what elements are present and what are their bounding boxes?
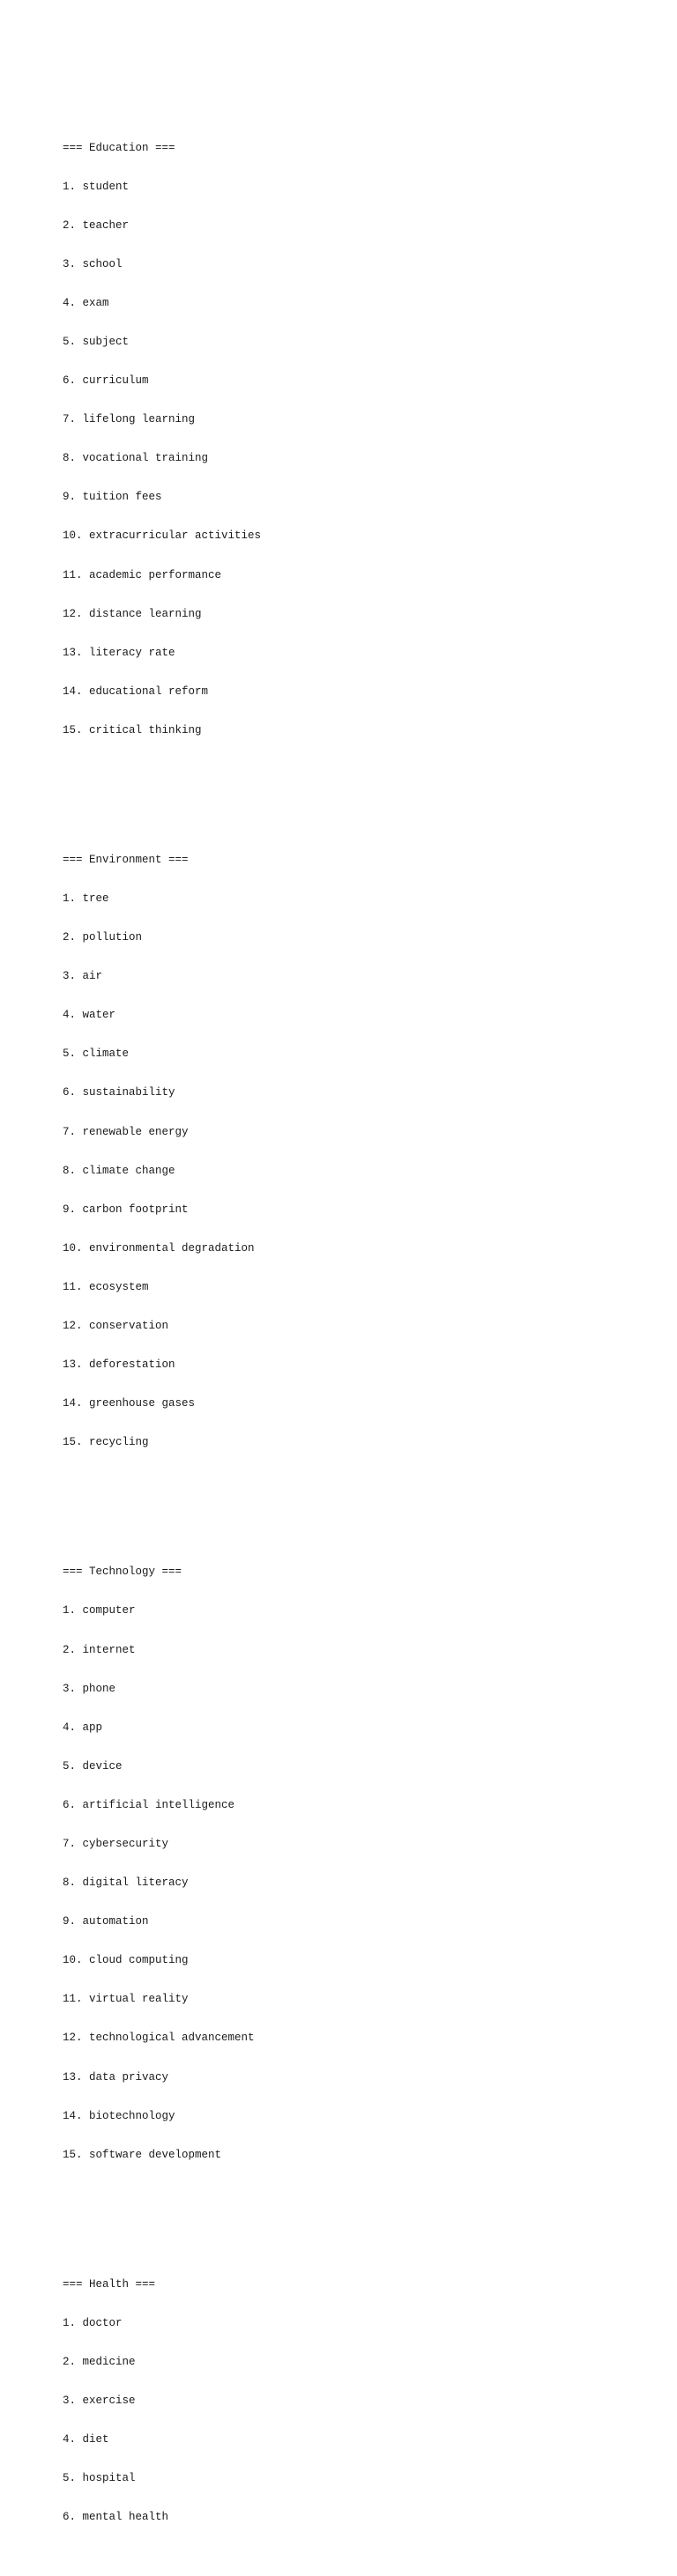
- list-item: 10. environmental degradation: [63, 1241, 255, 1255]
- list-item: 8. digital literacy: [63, 1876, 189, 1890]
- list-item: 5. climate: [63, 1047, 130, 1061]
- list-item: 7. renewable energy: [63, 1125, 189, 1138]
- list-item: 14. educational reform: [63, 685, 209, 698]
- list-item: 1. doctor: [63, 2316, 123, 2329]
- list-item: 15. software development: [63, 2148, 222, 2161]
- section-heading: === Education ===: [63, 141, 175, 154]
- list-item: 10. extracurricular activities: [63, 529, 262, 543]
- list-item: 3. phone: [63, 1682, 116, 1695]
- list-item: 7. lifelong learning: [63, 413, 196, 426]
- list-item: 7. cybersecurity: [63, 1837, 169, 1850]
- list-item: 8. vocational training: [63, 452, 209, 465]
- list-item: 6. curriculum: [63, 374, 149, 388]
- list-item: 13. data privacy: [63, 2070, 169, 2084]
- list-item: 4. app: [63, 1721, 103, 1734]
- list-item: 13. deforestation: [63, 1358, 175, 1372]
- section-health: [63, 2252, 261, 2550]
- list-item: 2. internet: [63, 1643, 136, 1656]
- list-item: 11. ecosystem: [63, 1280, 149, 1293]
- list-item: 9. carbon footprint: [63, 1203, 189, 1216]
- list-item: 12. conservation: [63, 1320, 169, 1333]
- list-item: 1. computer: [63, 1604, 136, 1617]
- list-item: 11. virtual reality: [63, 1993, 189, 2006]
- list-item: 9. automation: [63, 1915, 149, 1928]
- list-item: 15. critical thinking: [63, 723, 202, 737]
- list-item: 12. technological advancement: [63, 2032, 255, 2045]
- list-item: 9. tuition fees: [63, 491, 162, 504]
- list-item: 3. school: [63, 257, 123, 270]
- list-item: 3. air: [63, 970, 103, 983]
- list-item: 6. sustainability: [63, 1086, 175, 1099]
- list-item: 12. distance learning: [63, 607, 202, 620]
- section-heading: === Environment ===: [63, 853, 189, 866]
- list-item: 5. subject: [63, 335, 130, 348]
- list-item: 6. artificial intelligence: [63, 1798, 235, 1811]
- list-item: 4. water: [63, 1009, 116, 1022]
- list-item: 14. biotechnology: [63, 2109, 175, 2122]
- list-item: 10. cloud computing: [63, 1954, 189, 1967]
- list-item: 1. tree: [63, 892, 109, 906]
- section-education: [63, 115, 261, 763]
- list-item: 2. pollution: [63, 931, 143, 944]
- list-item: 5. device: [63, 1759, 123, 1773]
- list-item: 1. student: [63, 180, 130, 193]
- list-item: 4. diet: [63, 2433, 109, 2446]
- list-item: 5. hospital: [63, 2472, 136, 2485]
- section-heading: === Technology ===: [63, 1566, 182, 1579]
- list-item: 2. teacher: [63, 218, 130, 232]
- list-item: 8. climate change: [63, 1164, 175, 1177]
- list-item: 11. academic performance: [63, 568, 222, 581]
- section-technology: [63, 1540, 261, 2187]
- list-item: 6. mental health: [63, 2511, 169, 2524]
- section-environment: [63, 828, 261, 1476]
- list-item: 2. medicine: [63, 2355, 136, 2368]
- list-item: 15. recycling: [63, 1436, 149, 1449]
- vocabulary-document: [63, 77, 261, 2576]
- list-item: 13. literacy rate: [63, 646, 175, 659]
- list-item: 14. greenhouse gases: [63, 1397, 196, 1410]
- list-item: 3. exercise: [63, 2395, 136, 2408]
- section-heading: === Health ===: [63, 2277, 156, 2291]
- list-item: 4. exam: [63, 296, 109, 309]
